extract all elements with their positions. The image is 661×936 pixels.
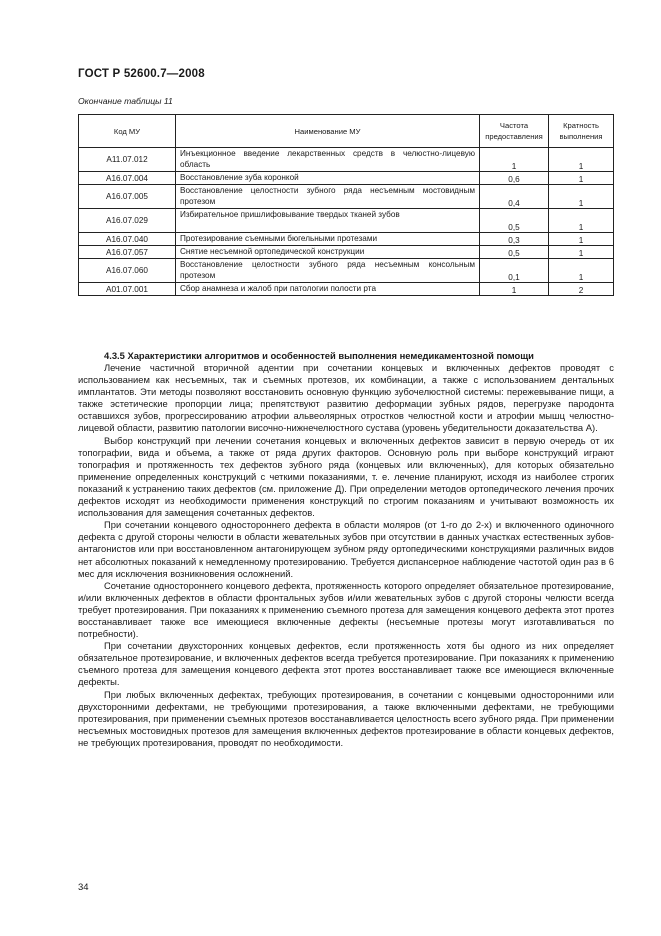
- cell-multiplicity: 1: [549, 185, 614, 209]
- table-row: [79, 209, 614, 233]
- section-4-3-5: [78, 350, 614, 749]
- cell-name: Протезирование съемными бюгельными протезами: [176, 233, 480, 246]
- section-heading: 4.3.5 Характеристики алгоритмов и особенностей выполнения немедикаментозной помощи: [104, 350, 534, 361]
- paragraph: При сочетании двухсторонних концевых дефектов, если протяженность хотя бы одного из них определяет обязательное протезирование, и включенных дефектов всегда требуется протезирование. При показаниях к применению съемного протеза для замещения концевого дефекта этот протез восстанавливает также все имеющиеся включенные дефекты.: [78, 640, 614, 688]
- cell-code: A01.07.001: [79, 283, 176, 296]
- cell-frequency: 0,4: [480, 185, 549, 209]
- cell-frequency: 0,1: [480, 259, 549, 283]
- paragraph: Выбор конструкций при лечении сочетания концевых и включенных дефектов зависит в первую очередь от их топографии, вида и объема, а также от ряда других факторов. Основную роль при выборе конструкций играют топография и протяженность тех дефектов зубного ряда (концевых или включенных), для которых обязательно применение определенных конструкций с четкими показаниями, т. е. лечение планируют, исходя из наиболее строгих показаний к устранению таких дефектов (см. приложение Д). При определении методов ортопедического лечения прочих дефектов исходят из необходимости применения конструкций по строгим показаниям и учитывают возможность их использования для замещения сочетанных дефектов.: [78, 434, 614, 519]
- cell-name: Снятие несъемной ортопедической конструкции: [176, 246, 480, 259]
- paragraph: При любых включенных дефектах, требующих протезирования, в сочетании с концевыми односторонними или двухсторонними дефектами, не требующими протезирования, а также включенными дефектами, не требующими протезирования, при применении съемных протезов восстанавливается целостность всего зубного ряда. При применении несъемных мостовидных протезов для замещения включенных дефектов протезирование в области концевых дефектов, не требующих протезирования, проводят по необходимости.: [78, 688, 614, 748]
- table-row: [79, 283, 614, 296]
- column-header-frequency: Частота предоставления: [480, 115, 549, 148]
- cell-name: Сбор анамнеза и жалоб при патологии полости рта: [176, 283, 480, 296]
- cell-name: Восстановление целостности зубного ряда несъемным мостовидным протезом: [176, 185, 480, 209]
- cell-multiplicity: 1: [549, 246, 614, 259]
- services-table: [78, 114, 614, 296]
- cell-multiplicity: 2: [549, 283, 614, 296]
- cell-multiplicity: 1: [549, 209, 614, 233]
- cell-code: A16.07.004: [79, 172, 176, 185]
- cell-frequency: 0,5: [480, 209, 549, 233]
- table-row: [79, 259, 614, 283]
- cell-multiplicity: 1: [549, 148, 614, 172]
- cell-name: Восстановление зуба коронкой: [176, 172, 480, 185]
- column-header-name: Наименование МУ: [176, 115, 480, 148]
- paragraph: При сочетании концевого одностороннего дефекта в области моляров (от 1-го до 2-х) и включенного одиночного дефекта с другой стороны челюсти в области жевательных зубов при отсутствии в данных участках естественных зубов-антагонистов или при восстановленном антагонирующем зубном ряду ортопедическими конструкциями различных видов нет абсолютных показаний к немедленному протезированию. Требуется диспансерное наблюдение частотой один раз в 6 мес для исключения возникновения осложнений.: [78, 519, 614, 579]
- cell-code: A16.07.060: [79, 259, 176, 283]
- cell-multiplicity: 1: [549, 259, 614, 283]
- column-header-multiplicity: Кратность выполнения: [549, 115, 614, 148]
- table-row: [79, 233, 614, 246]
- table-row: [79, 246, 614, 259]
- table-row: [79, 148, 614, 172]
- cell-code: A16.07.057: [79, 246, 176, 259]
- paragraph: Лечение частичной вторичной адентии при сочетании концевых и включенных дефектов проводят с использованием как несъемных, так и съемных протезов, их комбинации, а также с использованием дентальных имплантатов. Эти методы позволяют восстановить основную функцию зубочелюстной системы: пережевывание пищи, а также эстетические пропорции лица; препятствуют развитию деформации зубных рядов, перегрузке пародонта оставшихся зубов, прогрессированию атрофии альвеолярных отростков челюстной кости и атрофии мышц челюстно-лицевой области, развитию патологии височно-нижнечелюстного сустава (уровень убедительности доказательства А).: [78, 362, 614, 434]
- cell-frequency: 0,5: [480, 246, 549, 259]
- paragraph: Сочетание одностороннего концевого дефекта, протяженность которого определяет обязательное протезирование, и/или включенных дефектов в области фронтальных зубов и/или жевательных зубов с другой стороны челюсти всегда требует протезирования. При показаниях к применению съемного протеза для замещения концевого дефекта этот протез восстанавливает также все имеющиеся включенные дефекты (несъемные протезы могут изготавливаться по потребности).: [78, 579, 614, 640]
- document-header: ГОСТ Р 52600.7—2008: [78, 68, 205, 80]
- cell-multiplicity: 1: [549, 172, 614, 185]
- cell-code: A16.07.029: [79, 209, 176, 233]
- table-header-row: [79, 115, 614, 148]
- cell-frequency: 1: [480, 148, 549, 172]
- cell-code: A16.07.040: [79, 233, 176, 246]
- cell-code: A16.07.005: [79, 185, 176, 209]
- cell-frequency: 0,3: [480, 233, 549, 246]
- table-row: [79, 172, 614, 185]
- column-header-code: Код МУ: [79, 115, 176, 148]
- cell-name: Избирательное пришлифовывание твердых тканей зубов: [176, 209, 480, 233]
- table-row: [79, 185, 614, 209]
- cell-multiplicity: 1: [549, 233, 614, 246]
- table-caption: Окончание таблицы 11: [78, 96, 173, 106]
- cell-name: Инъекционное введение лекарственных средств в челюстно-лицевую область: [176, 148, 480, 172]
- cell-frequency: 0,6: [480, 172, 549, 185]
- cell-frequency: 1: [480, 283, 549, 296]
- page-number: 34: [78, 882, 89, 893]
- cell-code: A11.07.012: [79, 148, 176, 172]
- cell-name: Восстановление целостности зубного ряда несъемным консольным протезом: [176, 259, 480, 283]
